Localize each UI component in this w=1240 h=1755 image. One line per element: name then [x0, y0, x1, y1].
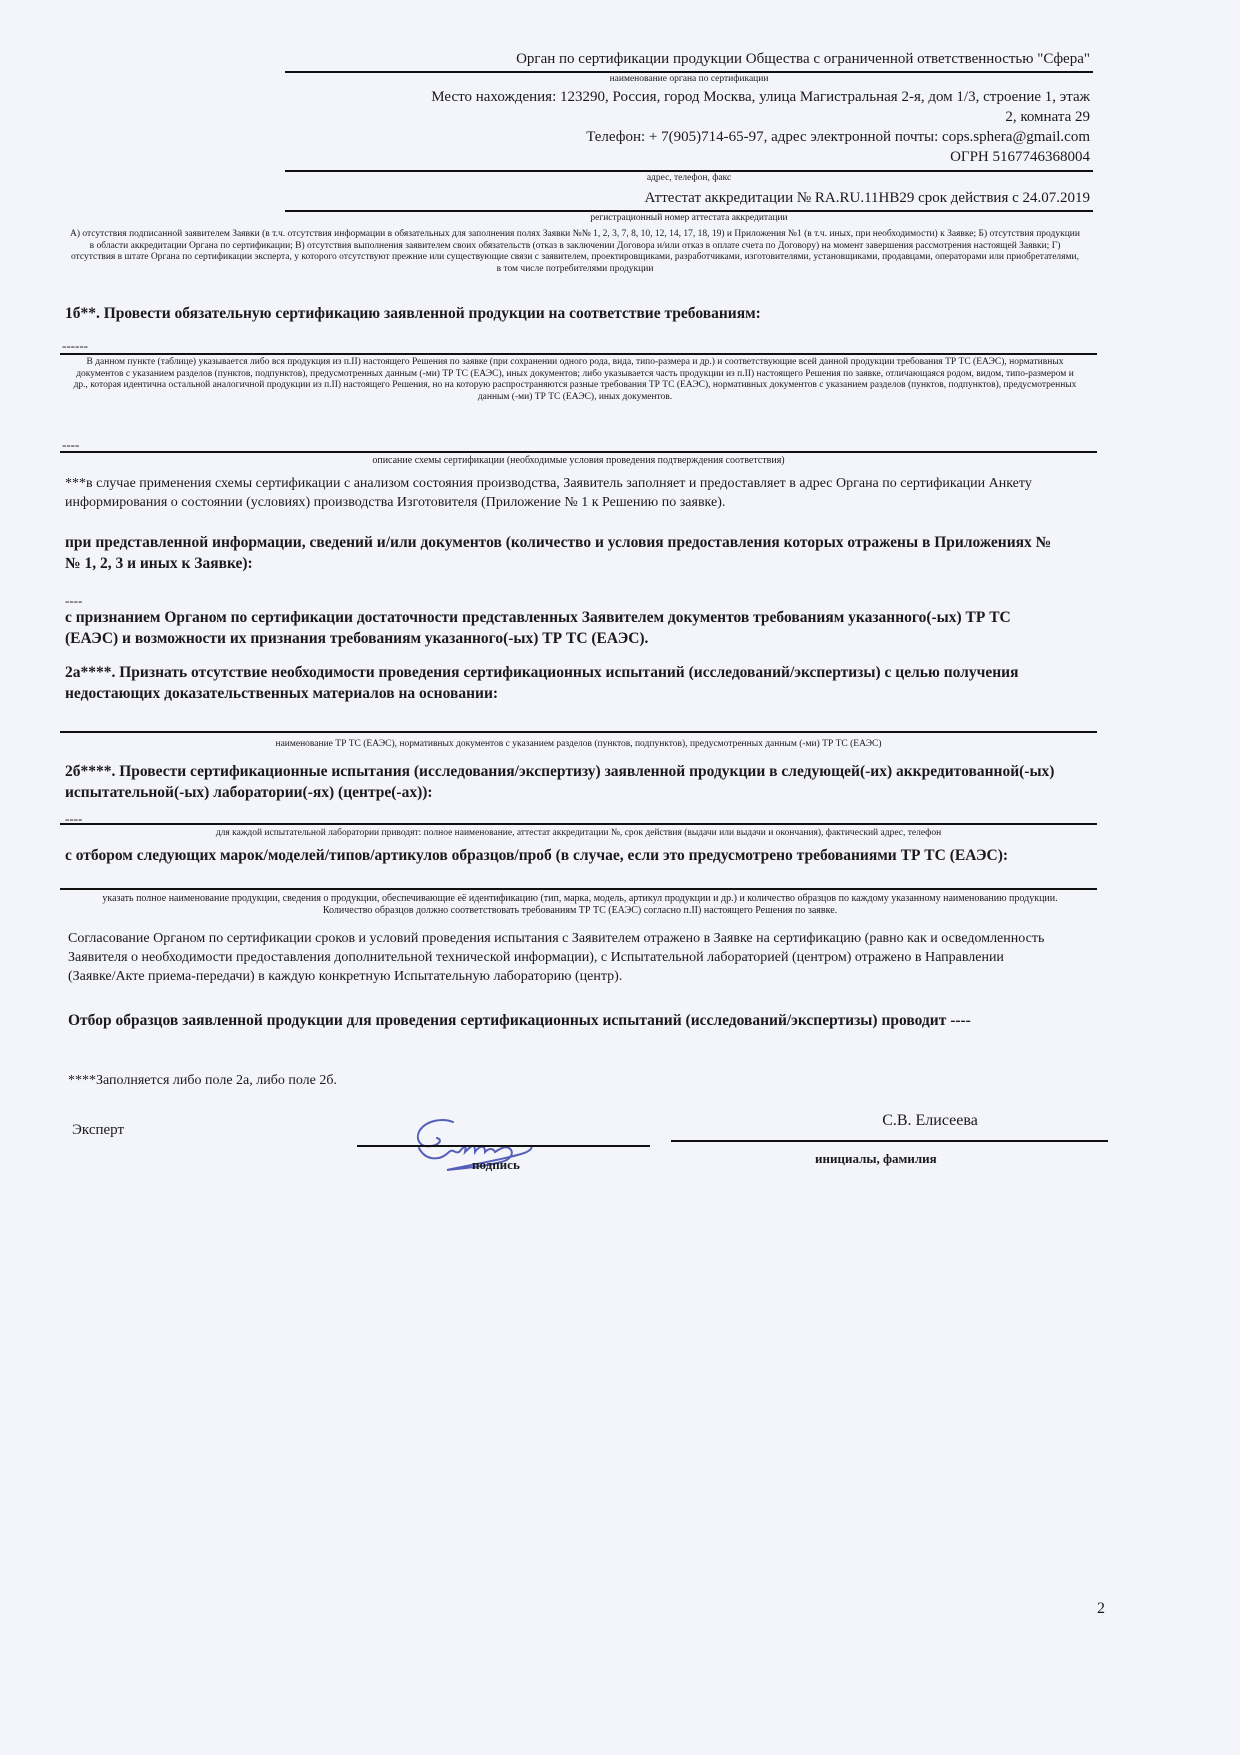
footnote-4: ****Заполняется либо поле 2а, либо поле 2б.	[68, 1073, 337, 1088]
footnote-3: ***в случае применения схемы сертификации с анализом состояния производства, Заявитель заполняет и предоставляет в адрес Органа по сертификации Анкету информирования о состоянии (условиях) производства Изготовителя (Приложение № 1 к Решению по заявке).	[65, 476, 1032, 510]
reasons-note: А) отсутствия подписанной заявителем Заявки (в т.ч. отсутствия информации в обязательных для заполнения полях Заявки №№ 1, 2, 3, 7, 8, 10, 12, 14, 17, 18, 19) и Приложения №1 (в т.ч. иных, при необходимости) к Заявке; Б) отсутствия продукции в области аккредитации Органа по сертификации; В) отсутствия выполнения заявителем своих обязательств (отказ в заключении Договора и/или отказ в оплате счета по Договору) на момент завершения рассмотрения настоящей Заявки; Г) отсутствия в штате Органа по сертификации эксперта, у которого отсутствуют прежние или существующие связи с заявителем, проектировщиками, разработчиками, изготовителями, установщиками, продавцами, операторами или приобретателями, в том числе потребителями продукции	[70, 229, 1080, 274]
section-2b-value: ----	[65, 811, 83, 826]
section-2b-title: 2б****. Провести сертификационные испытания (исследования/экспертизу) заявленной продукции в следующей(-их) аккредитованной(-ых) испытательной(-ых) лаборатории(-ях) (центре(-ах)):	[65, 763, 1055, 801]
address-line-1: Место нахождения: 123290, Россия, город Москва, улица Магистральная 2-я, дом 1/3, строение 1, этаж	[431, 89, 1090, 105]
organ-caption: наименование органа по сертификации	[609, 74, 769, 84]
attestat-caption: регистрационный номер аттестата аккредитации	[590, 213, 788, 223]
section-1b-value: ------	[62, 338, 88, 353]
ogrn: ОГРН 5167746368004	[950, 149, 1090, 165]
info-value: ----	[65, 593, 83, 608]
address-caption: адрес, телефон, факс	[646, 173, 732, 183]
section-2a-caption: наименование ТР ТС (ЕАЭС), нормативных документов с указанием разделов (пунктов, подпунктов), предусмотренных данным (-ми) ТР ТС (ЕАЭС)	[275, 739, 882, 749]
sampling-title: с отбором следующих марок/моделей/типов/артикулов образцов/проб (в случае, если это предусмотрено требованиями ТР ТС (ЕАЭС):	[65, 847, 1009, 864]
section-1b-title: 1б**. Провести обязательную сертификацию заявленной продукции на соответствие требованиям:	[65, 305, 761, 322]
agreement-text: Согласование Органом по сертификации сроков и условий проведения испытания с Заявителем отражено в Заявке на сертификацию (равно как и осведомленность Заявителя о необходимости предоставления дополнительной технической информации), с Испытательной лабораторией (центром) отражено в Направлении (Заявке/Акте приема-передачи) в каждую конкретную Испытательную лабораторию (центр).	[68, 931, 1045, 984]
info-title: при представленной информации, сведений и/или документов (количество и условия предоставления которых отражены в Приложениях №№ 1, 2, 3 и иных к Заявке):	[65, 534, 1052, 572]
section-1b-note: В данном пункте (таблице) указывается либо вся продукция из п.II) настоящего Решения по заявке (при сохранении одного рода, вида, типо-размера и др.) и соответствующие всей данной продукции требования ТР ТС (ЕАЭС), нормативных документов с указанием разделов (пунктов, подпунктов), предусмотренных данным (-ми) ТР ТС (ЕАЭС), иных документов; либо указывается часть продукции из п.II) настоящего Решения по заявке, отличающаяся родом, видом, типо-размером и др., которая идентична остальной аналогичной продукции из п.II) настоящего Решения, но на которую распространяются разные требования ТР ТС (ЕАЭС), нормативных документов с указанием разделов (пунктов, подпунктов), предусмотренных данным (-ми) ТР ТС (ЕАЭС), иных документов.	[73, 357, 1077, 402]
contacts-line: Телефон: + 7(905)714-65-97, адрес электронной почты: cops.sphera@gmail.com	[586, 129, 1090, 145]
signature-caption: подпись	[472, 1157, 520, 1172]
sampling-note: указать полное наименование продукции, сведения о продукции, обеспечивающие её идентификацию (тип, марка, модель, артикул продукции и др.) и количество образцов по каждому указанному наименованию продукции. Количество образцов должно соответствовать требованиям ТР ТС (ЕАЭС) согласно п.II) настоящего Решения по заявке.	[102, 893, 1058, 916]
organ-rule	[285, 71, 1093, 73]
scheme-value: ----	[62, 437, 80, 452]
attestat-rule	[285, 210, 1093, 212]
name-rule	[671, 1140, 1108, 1142]
scheme-rule	[60, 451, 1097, 453]
attestat: Аттестат аккредитации № RA.RU.11НВ29 срок действия с 24.07.2019	[644, 190, 1090, 206]
expert-role: Эксперт	[72, 1122, 125, 1138]
section-2a-title: 2а****. Признать отсутствие необходимости проведения сертификационных испытаний (исследований/экспертизы) с целью получения недостающих доказательственных материалов на основании:	[65, 664, 1019, 702]
sample-selection: Отбор образцов заявленной продукции для проведения сертификационных испытаний (исследований/экспертизы) проводит ----	[68, 1012, 971, 1029]
name-caption: инициалы, фамилия	[815, 1151, 937, 1166]
recognition-text: с признанием Органом по сертификации достаточности представленных Заявителем документов требованиям указанного(-ых) ТР ТС (ЕАЭС) и возможности их признания требованиям указанного(-ых) ТР ТС (ЕАЭС).	[65, 609, 1011, 647]
address-line-2: 2, комната 29	[1005, 109, 1090, 125]
page-number: 2	[1097, 1600, 1105, 1617]
section-2a-rule	[60, 731, 1097, 733]
address-rule	[285, 170, 1093, 172]
organ-name: Орган по сертификации продукции Общества с ограниченной ответственностью "Сфера"	[516, 51, 1090, 67]
sampling-rule	[60, 888, 1097, 890]
expert-name: С.В. Елисеева	[882, 1112, 978, 1129]
signature-rule	[357, 1145, 650, 1147]
scheme-caption: описание схемы сертификации (необходимые условия проведения подтверждения соответствия)	[372, 455, 785, 466]
section-2b-rule	[60, 823, 1097, 825]
section-1b-rule	[60, 353, 1097, 355]
section-2b-caption: для каждой испытательной лаборатории приводят: полное наименование, аттестат аккредитации №, срок действия (выдачи или выдачи и окончания), фактический адрес, телефон	[215, 828, 942, 838]
